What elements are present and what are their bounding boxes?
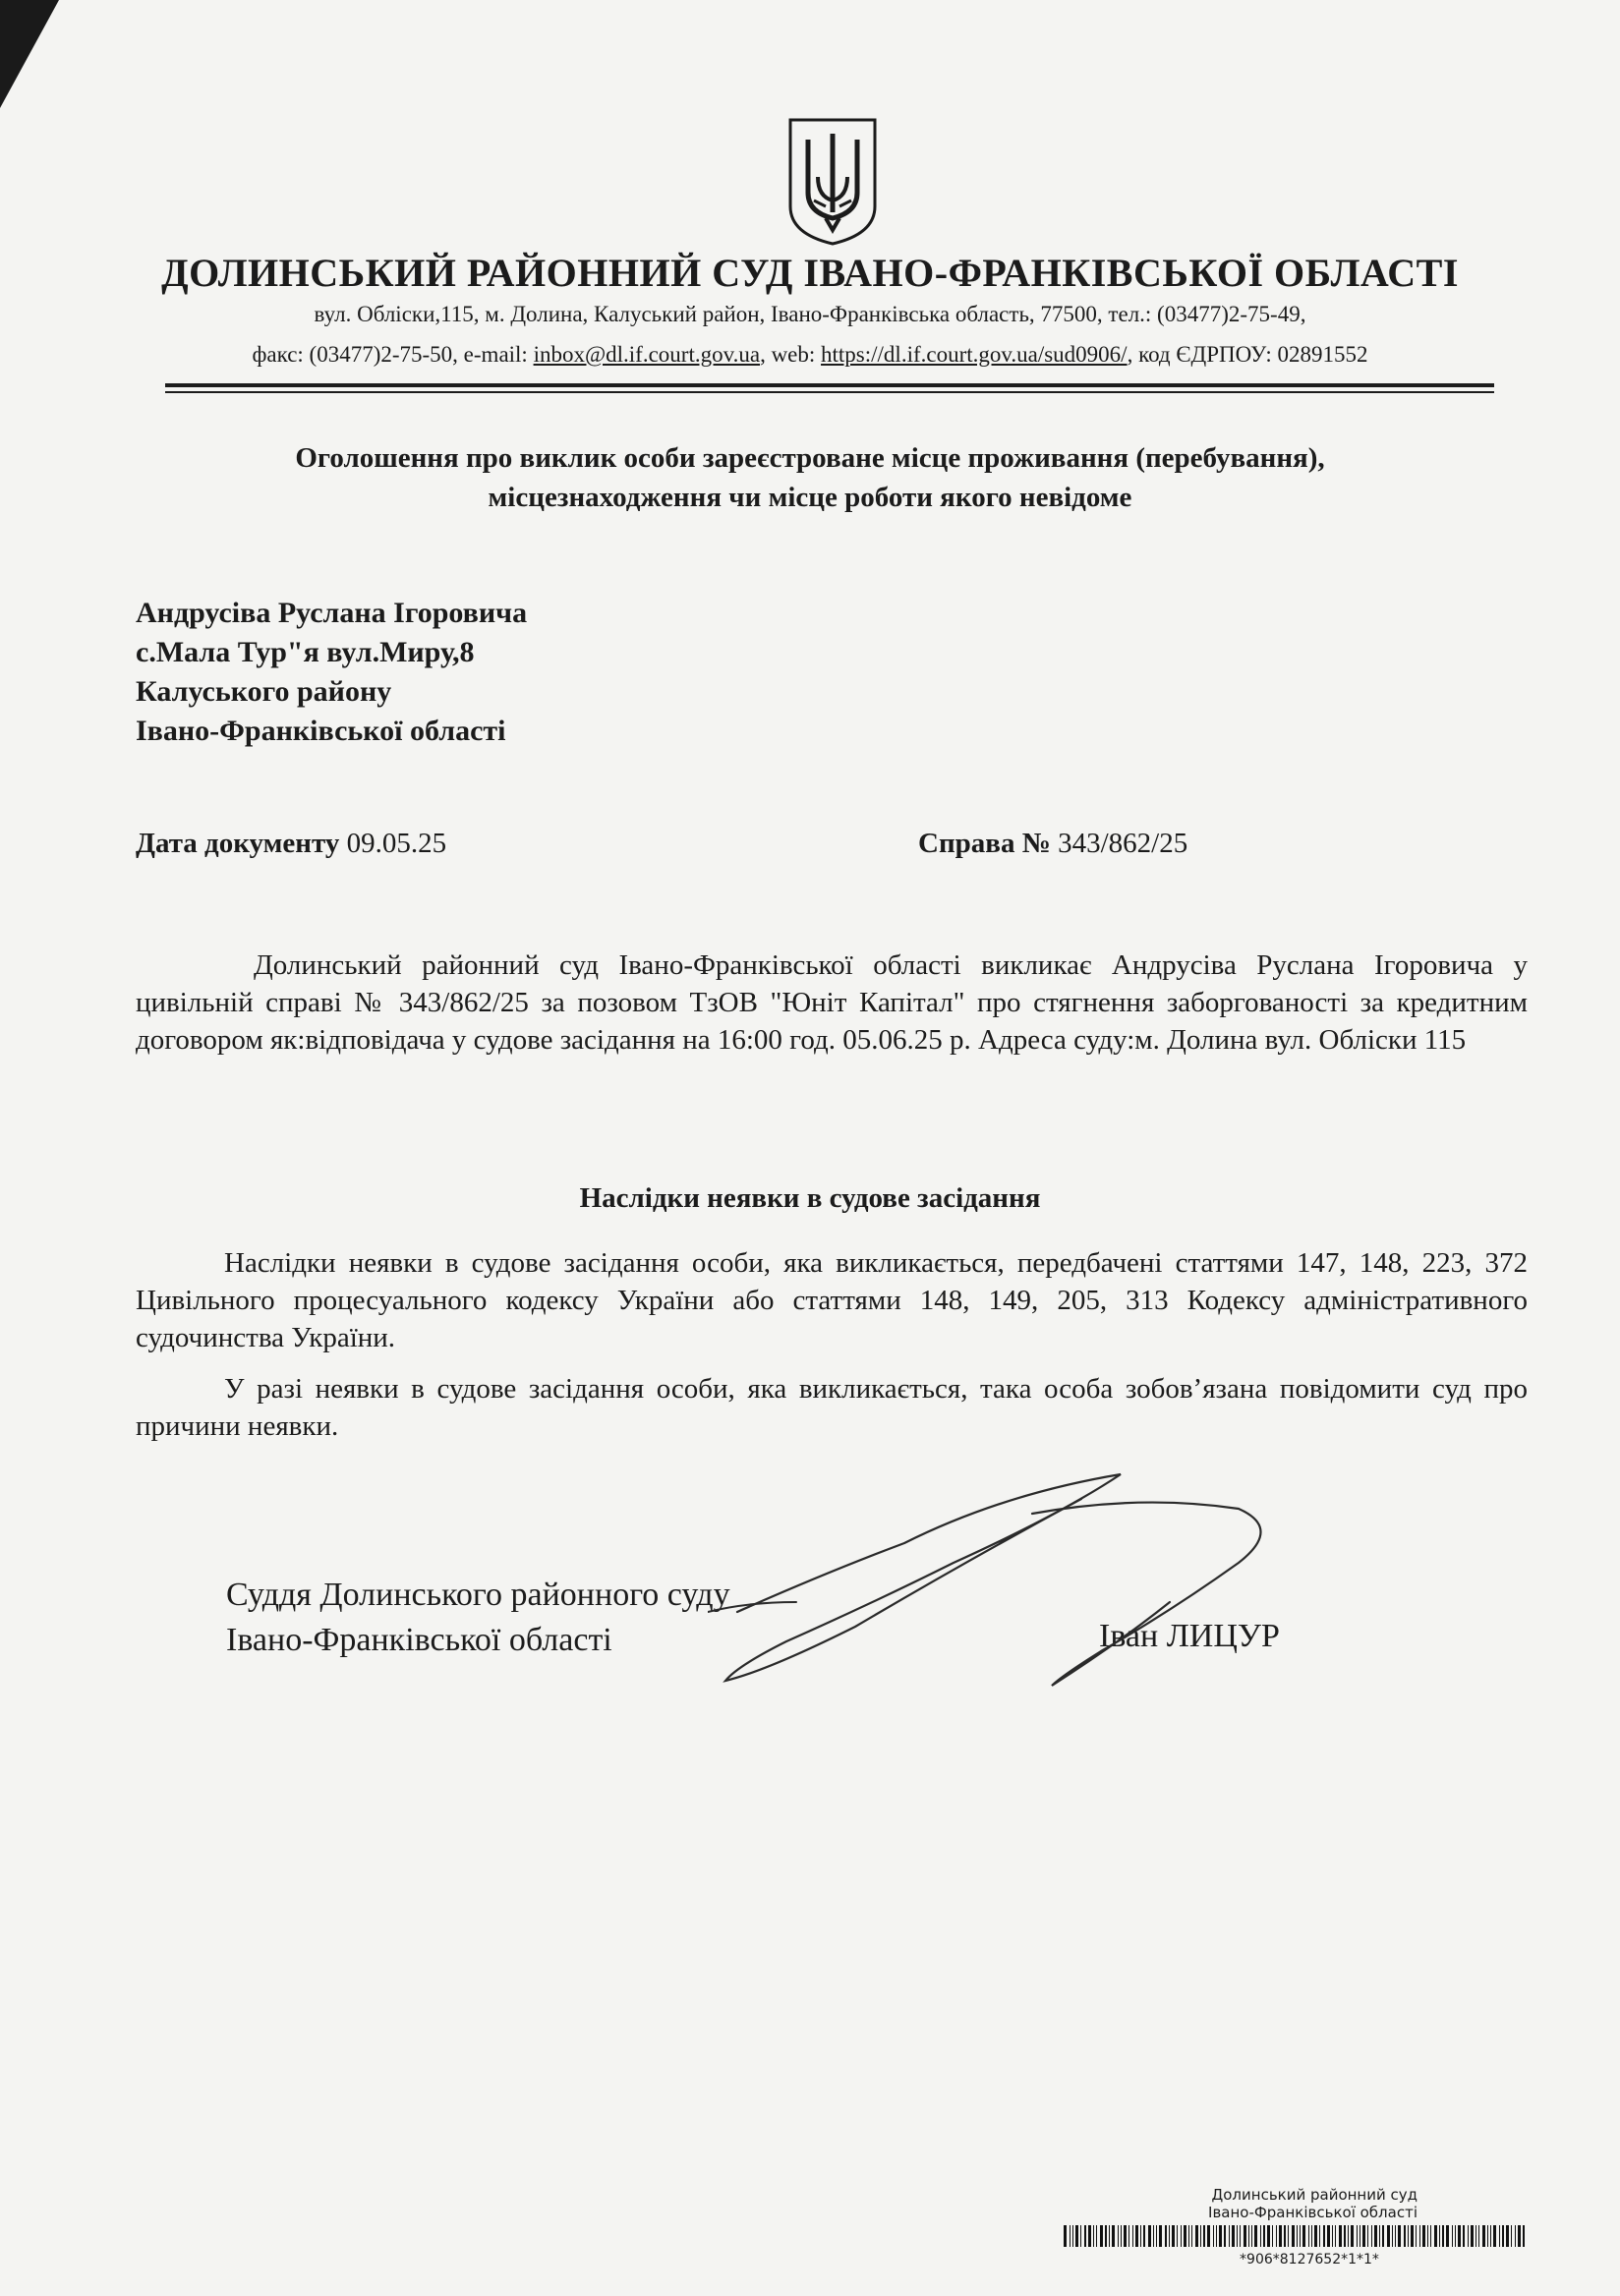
- barcode-bar: [1357, 2225, 1358, 2247]
- barcode-bar: [1088, 2225, 1091, 2247]
- fax-text: факс: (03477)2-75-50, e-mail:: [252, 342, 534, 367]
- barcode-bar: [1191, 2225, 1192, 2247]
- recipient-region: Івано-Франківської області: [136, 715, 506, 747]
- barcode-bar: [1499, 2225, 1500, 2247]
- barcode-bar: [1263, 2225, 1265, 2247]
- barcode-bar: [1224, 2225, 1226, 2247]
- barcode-bar: [1471, 2225, 1474, 2247]
- stamp-court-region: Івано-Франківської області: [1208, 2204, 1418, 2221]
- barcode-bar: [1335, 2225, 1336, 2247]
- barcode-bar: [1267, 2225, 1270, 2247]
- barcode-bar: [1232, 2225, 1235, 2247]
- barcode-bar: [1416, 2225, 1417, 2247]
- barcode-bar: [1156, 2225, 1157, 2247]
- barcode-bar: [1458, 2225, 1461, 2247]
- barcode-bar: [1511, 2225, 1512, 2247]
- barcode-bar: [1216, 2225, 1217, 2247]
- barcode-bar: [1219, 2225, 1222, 2247]
- barcode-bar: [1452, 2225, 1453, 2247]
- barcode-bar: [1240, 2225, 1241, 2247]
- barcode-bar: [1300, 2225, 1301, 2247]
- barcode-bar: [1339, 2225, 1342, 2247]
- barcode-bar: [1200, 2225, 1201, 2247]
- judge-title-line1: Суддя Долинського районного суду: [226, 1577, 730, 1613]
- recipient-block: [136, 594, 527, 751]
- barcode-bar: [1475, 2225, 1476, 2247]
- barcode-bar: [1121, 2225, 1122, 2247]
- registration-stamp: [1064, 2186, 1526, 2267]
- header-divider-thick: [165, 383, 1494, 387]
- case-number-value: 343/862/25: [1050, 828, 1188, 859]
- barcode-bar: [1468, 2225, 1469, 2247]
- consequences-paragraph-1: Наслідки неявки в судове засідання особи, яка викликається, передбачені статтями 147, 148, 223, 372 Цивільного процесуального кодексу України або статтями 148, 149, 205, 313 Кодексу адміністративного судочинства України.: [136, 1247, 1528, 1353]
- barcode-bar: [1411, 2225, 1414, 2247]
- barcode-bar: [1260, 2225, 1261, 2247]
- court-title: ДОЛИНСЬКИЙ РАЙОННИЙ СУД ІВАНО-ФРАНКІВСЬКОЇ ОБЛАСТІ: [161, 251, 1459, 295]
- barcode-bar: [1387, 2225, 1390, 2247]
- barcode-bar: [1279, 2225, 1282, 2247]
- recipient-street: с.Мала Тур"я вул.Миру,8: [136, 636, 475, 668]
- barcode-bar: [1148, 2225, 1151, 2247]
- barcode-bar: [1408, 2225, 1409, 2247]
- document-date-label: Дата документу: [136, 828, 340, 859]
- page-corner-fold: [0, 0, 59, 108]
- barcode-bar: [1213, 2225, 1214, 2247]
- barcode-bar: [1404, 2225, 1406, 2247]
- barcode-bar: [1135, 2225, 1138, 2247]
- barcode-bar: [1419, 2225, 1420, 2247]
- barcode-bar: [1181, 2225, 1182, 2247]
- barcode-bar: [1434, 2225, 1437, 2247]
- barcode-bar: [1112, 2225, 1115, 2247]
- consequences-title: Наслідки неявки в судове засідання: [579, 1182, 1041, 1214]
- case-number: [918, 828, 1187, 860]
- barcode-bar: [1075, 2225, 1078, 2247]
- barcode-bar: [1367, 2225, 1368, 2247]
- barcode-bar: [1427, 2225, 1428, 2247]
- document-date: [136, 828, 446, 860]
- barcode-bar: [1308, 2225, 1309, 2247]
- barcode-bar: [1311, 2225, 1312, 2247]
- barcode-bar: [1100, 2225, 1103, 2247]
- barcode-bar: [1332, 2225, 1333, 2247]
- barcode-bar: [1276, 2225, 1277, 2247]
- edrpou-code: , код ЄДРПОУ: 02891552: [1127, 342, 1368, 367]
- barcode-bar: [1229, 2225, 1230, 2247]
- barcode-bar: [1392, 2225, 1393, 2247]
- barcode: [1064, 2225, 1526, 2247]
- barcode-bar: [1515, 2225, 1516, 2247]
- barcode-bar: [1348, 2225, 1349, 2247]
- notice-title-line1: Оголошення про виклик особи зареєстроване місце проживання (перебування),: [295, 442, 1325, 474]
- barcode-bar: [1128, 2225, 1129, 2247]
- barcode-bar: [1159, 2225, 1162, 2247]
- barcode-bar: [1487, 2225, 1488, 2247]
- barcode-bar: [1297, 2225, 1298, 2247]
- barcode-bar: [1395, 2225, 1396, 2247]
- barcode-bar: [1188, 2225, 1189, 2247]
- web-prefix: , web:: [760, 342, 822, 367]
- barcode-bar: [1379, 2225, 1380, 2247]
- barcode-bar: [1478, 2225, 1479, 2247]
- barcode-bar: [1132, 2225, 1133, 2247]
- stamp-court-name: Долинський районний суд: [1211, 2186, 1418, 2204]
- barcode-bar: [1093, 2225, 1094, 2247]
- barcode-bar: [1446, 2225, 1449, 2247]
- barcode-bar: [1140, 2225, 1141, 2247]
- barcode-bar: [1455, 2225, 1456, 2247]
- barcode-bar: [1482, 2225, 1485, 2247]
- barcode-bar: [1207, 2225, 1210, 2247]
- barcode-bar: [1518, 2225, 1521, 2247]
- barcode-bar: [1165, 2225, 1167, 2247]
- handwritten-signature: [708, 1455, 1298, 1710]
- document-date-value: 09.05.25: [339, 828, 447, 859]
- barcode-bar: [1064, 2225, 1067, 2247]
- barcode-bar: [1272, 2225, 1273, 2247]
- barcode-bar: [1244, 2225, 1246, 2247]
- barcode-bar: [1288, 2225, 1289, 2247]
- barcode-bar: [1439, 2225, 1440, 2247]
- barcode-bar: [1184, 2225, 1186, 2247]
- barcode-bar: [1203, 2225, 1205, 2247]
- barcode-bar: [1398, 2225, 1401, 2247]
- barcode-bar: [1172, 2225, 1175, 2247]
- barcode-bar: [1284, 2225, 1286, 2247]
- barcode-bar: [1362, 2225, 1365, 2247]
- barcode-bar: [1344, 2225, 1346, 2247]
- judge-name: Іван ЛИЦУР: [1099, 1618, 1280, 1654]
- barcode-bar: [1143, 2225, 1145, 2247]
- barcode-bar: [1327, 2225, 1330, 2247]
- recipient-name: Андрусіва Руслана Ігоровича: [136, 597, 528, 629]
- trident-coat-of-arms-icon: [786, 116, 879, 248]
- email-link[interactable]: inbox@dl.if.court.gov.ua: [533, 342, 761, 367]
- judge-title: [226, 1573, 730, 1663]
- barcode-bar: [1430, 2225, 1431, 2247]
- barcode-bar: [1105, 2225, 1107, 2247]
- barcode-bar: [1442, 2225, 1444, 2247]
- barcode-bar: [1096, 2225, 1097, 2247]
- barcode-bar: [1292, 2225, 1295, 2247]
- recipient-district: Калуського району: [136, 675, 392, 708]
- barcode-bar: [1314, 2225, 1317, 2247]
- barcode-bar: [1502, 2225, 1504, 2247]
- case-number-label: Справа №: [918, 828, 1051, 859]
- barcode-bar: [1374, 2225, 1377, 2247]
- barcode-bar: [1382, 2225, 1384, 2247]
- barcode-bar: [1302, 2225, 1305, 2247]
- barcode-bar: [1237, 2225, 1238, 2247]
- barcode-bar: [1523, 2225, 1525, 2247]
- barcode-bar: [1195, 2225, 1198, 2247]
- barcode-bar: [1153, 2225, 1154, 2247]
- barcode-bar: [1118, 2225, 1119, 2247]
- barcode-bar: [1109, 2225, 1110, 2247]
- barcode-bar: [1506, 2225, 1509, 2247]
- barcode-bar: [1169, 2225, 1170, 2247]
- barcode-bar: [1072, 2225, 1073, 2247]
- website-link[interactable]: https://dl.if.court.gov.ua/sud0906/: [821, 342, 1128, 367]
- court-address: вул. Обліски,115, м. Долина, Калуський район, Івано-Франківська область, 77500, тел.: (03477)2-75-49,: [314, 302, 1306, 326]
- barcode-bar: [1080, 2225, 1081, 2247]
- barcode-bar: [1248, 2225, 1249, 2247]
- barcode-bar: [1371, 2225, 1372, 2247]
- judge-title-line2: Івано-Франківської області: [226, 1622, 612, 1658]
- barcode-bar: [1251, 2225, 1252, 2247]
- barcode-bar: [1254, 2225, 1257, 2247]
- barcode-bar: [1463, 2225, 1465, 2247]
- barcode-number: *906*8127652*1*1*: [1240, 2252, 1379, 2267]
- barcode-bar: [1422, 2225, 1425, 2247]
- barcode-bar: [1084, 2225, 1086, 2247]
- barcode-bar: [1493, 2225, 1496, 2247]
- consequences-paragraph-2: У разі неявки в судове засідання особи, яка викликається, така особа зобов’язана повідомити суд про причини неявки.: [136, 1373, 1528, 1442]
- summons-paragraph: Долинський районний суд Івано-Франківської області викликає Андрусіва Руслана Ігоровича у цивільній справі № 343/862/25 за позовом ТзОВ "Юніт Капітал" про стягнення заборгованості за кредитним договором як:відповідача у судове засідання на 16:00 год. 05.06.25 р. Адреса суду:м. Долина вул. Обліски 115: [136, 949, 1528, 1056]
- header-divider-thin: [165, 391, 1494, 393]
- barcode-bar: [1323, 2225, 1325, 2247]
- barcode-bar: [1319, 2225, 1320, 2247]
- barcode-bar: [1124, 2225, 1127, 2247]
- barcode-bar: [1490, 2225, 1491, 2247]
- barcode-bar: [1177, 2225, 1178, 2247]
- notice-title-line2: місцезнаходження чи місце роботи якого невідоме: [488, 482, 1132, 513]
- barcode-bar: [1351, 2225, 1354, 2247]
- court-contacts: [0, 342, 1620, 368]
